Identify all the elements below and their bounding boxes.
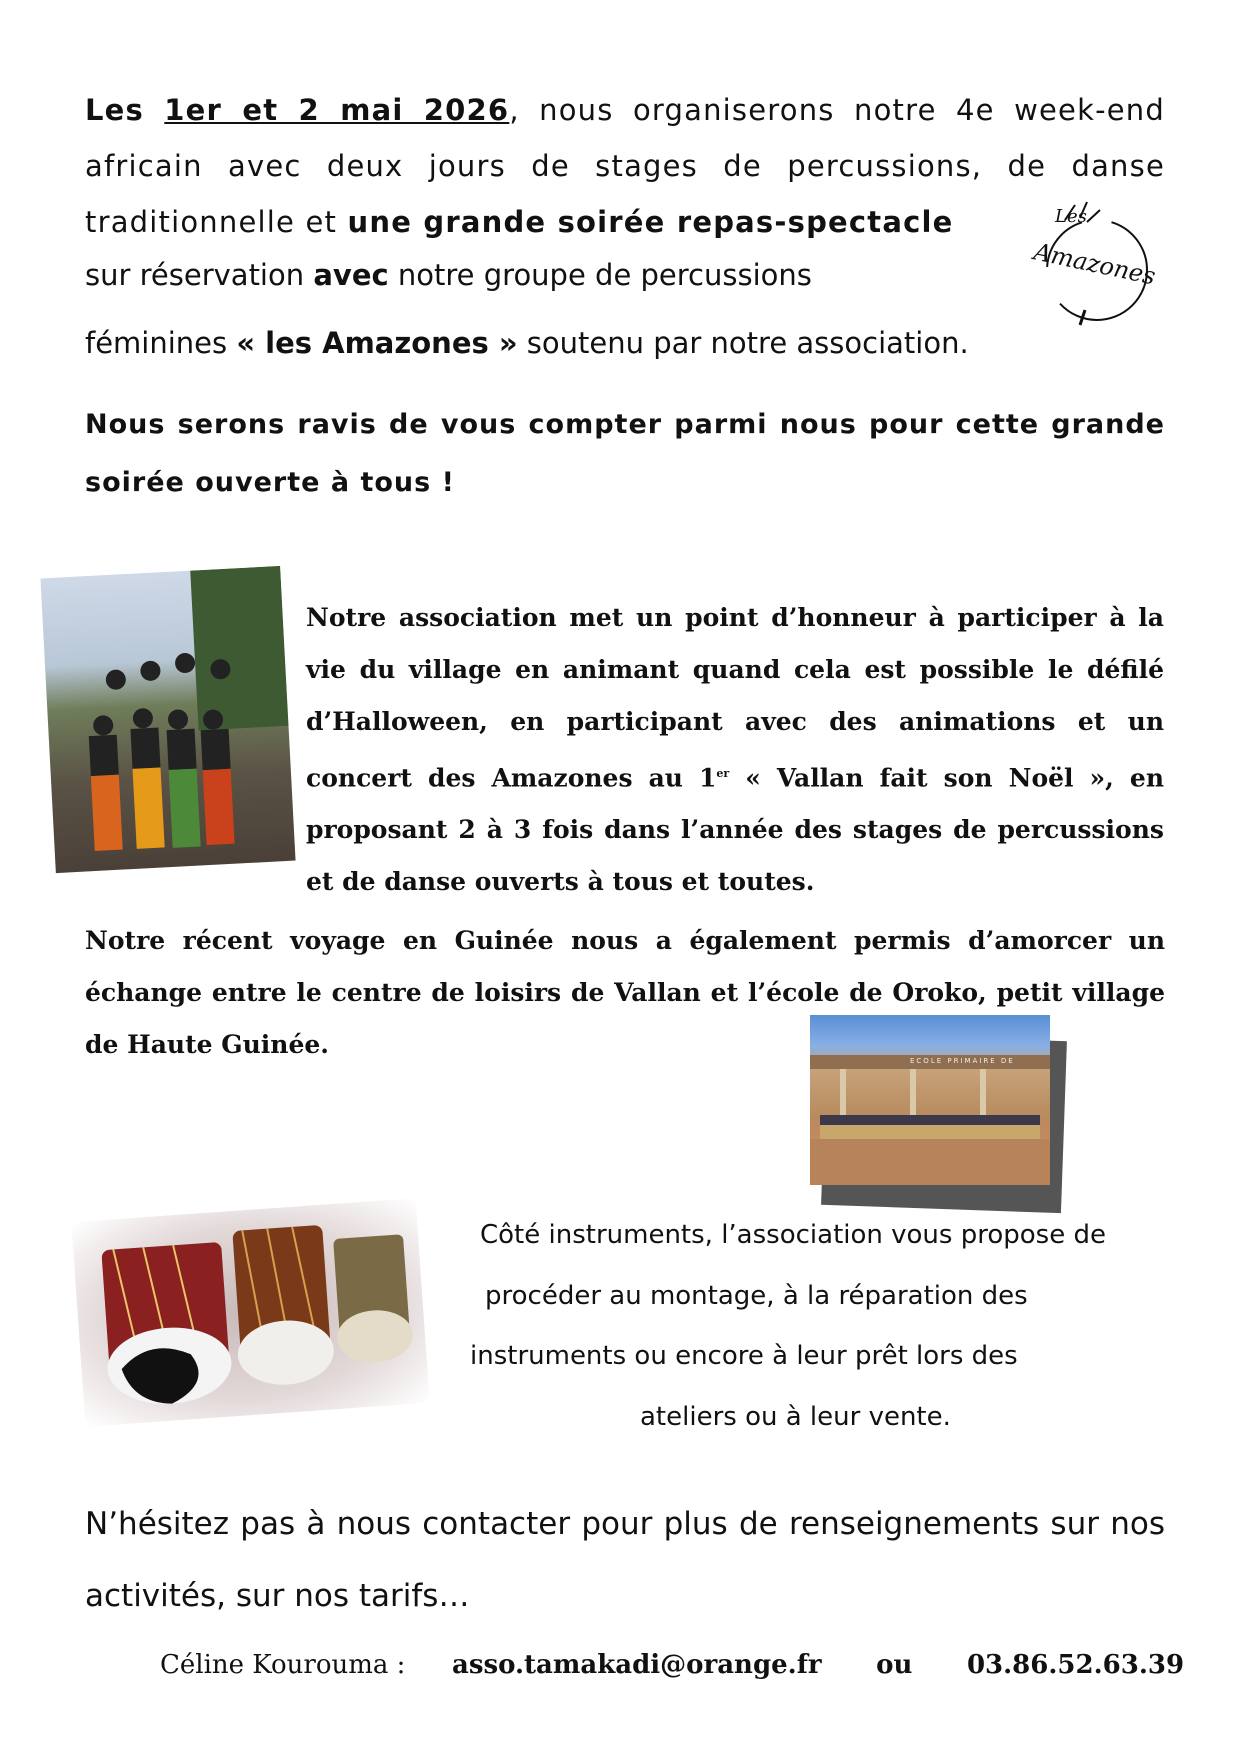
intro-line-amazones-b: soutenu par notre association.	[517, 326, 969, 360]
event-date: 1er et 2 mai 2026	[164, 93, 510, 127]
intro-paragraph	[85, 82, 1165, 250]
contact-phone[interactable]: 03.86.52.63.39	[966, 1650, 1185, 1680]
association-paragraph	[306, 592, 1164, 908]
association-text-b: « Vallan fait son Noël », en proposant 2 à 3 fois dans l’année des stages de percussions et de danse ouverts à tous et toutes.	[306, 763, 1165, 897]
instruments-line-1: Côté instruments, l’association vous propose de	[480, 1220, 1106, 1250]
intro-line-reservation	[85, 258, 812, 292]
instruments-line-4: ateliers ou à leur vente.	[640, 1402, 951, 1432]
contact-or: ou	[876, 1650, 913, 1680]
intro-line-reservation-b: notre groupe de percussions	[388, 258, 812, 292]
association-text-a: Notre association met un point d’honneur à participer à la vie du village en animant quand cela est possible le défilé d’Halloween, en participant avec des animations et un concert des Amazones au 1	[306, 603, 1164, 793]
instruments-line-2: procéder au montage, à la réparation des	[485, 1281, 1028, 1311]
school-sign: ECOLE PRIMAIRE DE	[910, 1057, 1015, 1065]
contact-name: Céline Kourouma :	[160, 1650, 406, 1680]
photo-drums	[71, 1198, 429, 1427]
logo-text-top: Les	[1055, 206, 1087, 227]
intro-line-reservation-a: sur réservation	[85, 258, 314, 292]
invitation-text: Nous serons ravis de vous compter parmi nous pour cette grande soirée ouverte à tous !	[85, 409, 1165, 498]
photo-amazones-group	[40, 566, 295, 873]
intro-lead: Les	[85, 93, 165, 127]
intro-line-amazones-a: féminines	[85, 326, 237, 360]
intro-line-amazones	[85, 326, 969, 360]
intro-highlight: une grande soirée repas-spectacle	[347, 205, 954, 239]
voyage-paragraph: Notre récent voyage en Guinée nous a également permis d’amorcer un échange entre le centre de loisirs de Vallan et l’école de Oroko, petit village de Haute Guinée.	[85, 926, 1165, 1059]
contact-paragraph: N’hésitez pas à nous contacter pour plus de renseignements sur nos activités, sur nos tarifs…	[85, 1506, 1165, 1614]
instruments-line-3: instruments ou encore à leur prêt lors des	[470, 1341, 1018, 1371]
amazones-logo	[1025, 200, 1165, 330]
logo-text-main: Amazones	[1031, 237, 1159, 291]
intro-text: , nous organiserons notre 4e week-end africain avec deux jours de stages de percussions, de danse traditionnelle et	[85, 93, 1165, 239]
intro-line-amazones-bold: « les Amazones »	[236, 326, 518, 360]
association-sup: er	[716, 767, 730, 780]
intro-line-reservation-bold: avec	[313, 258, 389, 292]
photo-school-oroko	[810, 1015, 1050, 1185]
contact-email[interactable]: asso.tamakadi@orange.fr	[451, 1650, 822, 1680]
contact-line	[160, 1650, 1184, 1680]
